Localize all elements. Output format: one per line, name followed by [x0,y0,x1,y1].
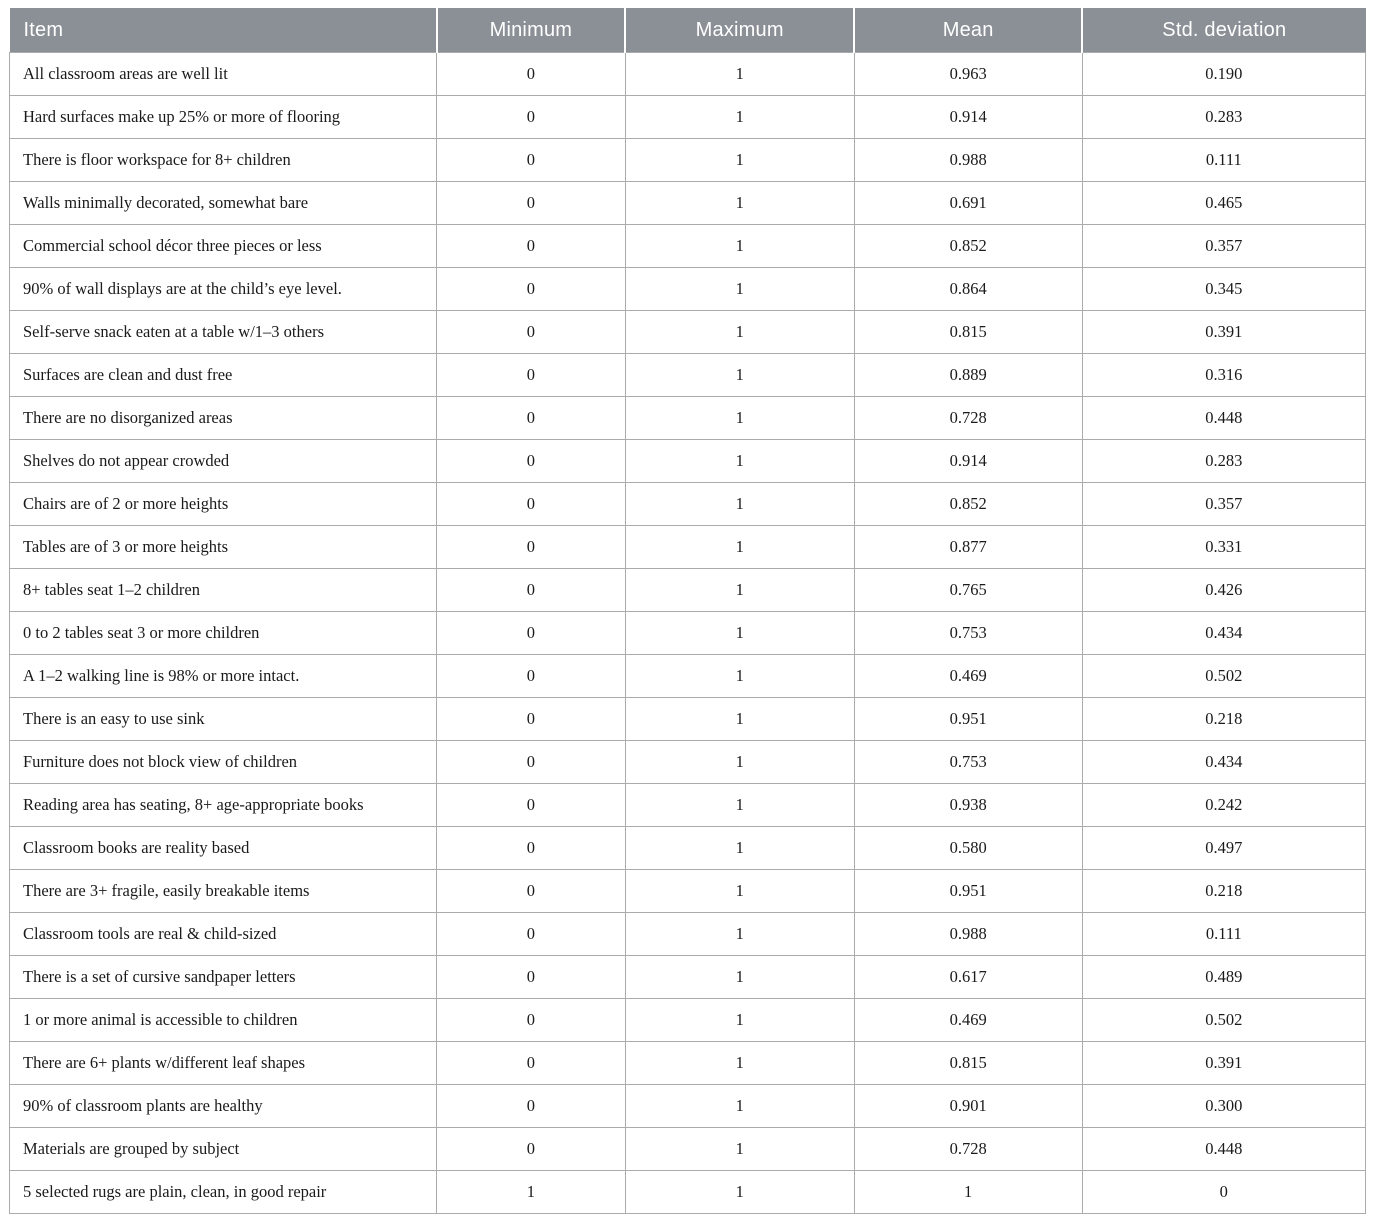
value-cell: 0 [437,268,625,311]
value-cell: 0.815 [854,1042,1082,1085]
value-cell: 0.391 [1082,311,1365,354]
value-cell: 1 [625,1085,854,1128]
table-row [10,913,1366,956]
item-cell: 5 selected rugs are plain, clean, in good repair [10,1171,437,1214]
value-cell: 0.283 [1082,440,1365,483]
value-cell: 0 [437,1128,625,1171]
value-cell: 0.300 [1082,1085,1365,1128]
item-cell: Furniture does not block view of children [10,741,437,784]
value-cell: 0.988 [854,913,1082,956]
value-cell: 0.190 [1082,53,1365,96]
value-cell: 0.465 [1082,182,1365,225]
value-cell: 1 [625,1042,854,1085]
value-cell: 1 [625,612,854,655]
item-cell: Hard surfaces make up 25% or more of flooring [10,96,437,139]
table-row [10,612,1366,655]
value-cell: 0.331 [1082,526,1365,569]
value-cell: 1 [625,956,854,999]
table-row [10,483,1366,526]
value-cell: 0 [437,655,625,698]
value-cell: 0 [437,1085,625,1128]
value-cell: 0.357 [1082,225,1365,268]
value-cell: 0.489 [1082,956,1365,999]
item-cell: There is floor workspace for 8+ children [10,139,437,182]
item-cell: 90% of classroom plants are healthy [10,1085,437,1128]
table-row [10,827,1366,870]
item-cell: 0 to 2 tables seat 3 or more children [10,612,437,655]
value-cell: 0 [437,870,625,913]
value-cell: 1 [625,827,854,870]
item-cell: Classroom tools are real & child-sized [10,913,437,956]
table-row [10,268,1366,311]
value-cell: 0.864 [854,268,1082,311]
item-cell: There are 6+ plants w/different leaf shapes [10,1042,437,1085]
value-cell: 1 [625,741,854,784]
value-cell: 0.728 [854,1128,1082,1171]
table-row [10,440,1366,483]
value-cell: 1 [625,1171,854,1214]
value-cell: 1 [625,397,854,440]
value-cell: 1 [625,311,854,354]
value-cell: 0 [437,913,625,956]
value-cell: 0.988 [854,139,1082,182]
value-cell: 1 [625,225,854,268]
value-cell: 0.914 [854,96,1082,139]
value-cell: 0.391 [1082,1042,1365,1085]
value-cell: 0.448 [1082,397,1365,440]
value-cell: 0.497 [1082,827,1365,870]
table-row [10,53,1366,96]
table-row [10,1171,1366,1214]
value-cell: 0 [437,182,625,225]
value-cell: 0.434 [1082,741,1365,784]
value-cell: 0.283 [1082,96,1365,139]
table-row [10,999,1366,1042]
value-cell: 1 [625,569,854,612]
value-cell: 1 [437,1171,625,1214]
value-cell: 0 [437,53,625,96]
value-cell: 0.469 [854,999,1082,1042]
item-cell: There are 3+ fragile, easily breakable items [10,870,437,913]
column-header-minimum: Minimum [437,8,625,53]
value-cell: 0 [437,698,625,741]
value-cell: 0.434 [1082,612,1365,655]
table-row [10,1128,1366,1171]
value-cell: 1 [625,53,854,96]
column-header-maximum: Maximum [625,8,854,53]
table-row [10,569,1366,612]
item-cell: 1 or more animal is accessible to children [10,999,437,1042]
value-cell: 0.316 [1082,354,1365,397]
column-header-mean: Mean [854,8,1082,53]
table-row [10,784,1366,827]
item-cell: Walls minimally decorated, somewhat bare [10,182,437,225]
item-cell: 90% of wall displays are at the child’s eye level. [10,268,437,311]
item-cell: Commercial school décor three pieces or less [10,225,437,268]
item-cell: There is a set of cursive sandpaper letters [10,956,437,999]
value-cell: 1 [854,1171,1082,1214]
value-cell: 0.426 [1082,569,1365,612]
value-cell: 0.815 [854,311,1082,354]
value-cell: 0 [437,612,625,655]
value-cell: 0 [437,311,625,354]
value-cell: 0 [437,225,625,268]
item-cell: Reading area has seating, 8+ age-appropriate books [10,784,437,827]
value-cell: 0.345 [1082,268,1365,311]
value-cell: 0.753 [854,741,1082,784]
value-cell: 0.753 [854,612,1082,655]
value-cell: 0.852 [854,225,1082,268]
value-cell: 0.852 [854,483,1082,526]
item-cell: Chairs are of 2 or more heights [10,483,437,526]
value-cell: 1 [625,784,854,827]
value-cell: 0.901 [854,1085,1082,1128]
item-cell: Shelves do not appear crowded [10,440,437,483]
value-cell: 1 [625,182,854,225]
value-cell: 1 [625,483,854,526]
value-cell: 0.502 [1082,655,1365,698]
item-cell: A 1–2 walking line is 98% or more intact. [10,655,437,698]
value-cell: 0.580 [854,827,1082,870]
value-cell: 0 [437,354,625,397]
table-row [10,139,1366,182]
item-cell: Self-serve snack eaten at a table w/1–3 others [10,311,437,354]
value-cell: 0.469 [854,655,1082,698]
column-header-item: Item [10,8,437,53]
value-cell: 0.218 [1082,698,1365,741]
value-cell: 1 [625,870,854,913]
value-cell: 1 [625,698,854,741]
value-cell: 0 [437,827,625,870]
value-cell: 0 [437,139,625,182]
item-cell: There is an easy to use sink [10,698,437,741]
value-cell: 1 [625,913,854,956]
item-cell: There are no disorganized areas [10,397,437,440]
table-row [10,225,1366,268]
value-cell: 1 [625,139,854,182]
value-cell: 0 [437,397,625,440]
value-cell: 0.691 [854,182,1082,225]
value-cell: 0 [437,784,625,827]
value-cell: 0 [437,483,625,526]
table-row [10,96,1366,139]
item-cell: Classroom books are reality based [10,827,437,870]
value-cell: 0.357 [1082,483,1365,526]
value-cell: 0.951 [854,698,1082,741]
value-cell: 1 [625,96,854,139]
value-cell: 1 [625,655,854,698]
value-cell: 0 [437,999,625,1042]
value-cell: 0.728 [854,397,1082,440]
value-cell: 1 [625,440,854,483]
stats-table [9,8,1366,1214]
value-cell: 1 [625,1128,854,1171]
item-cell: All classroom areas are well lit [10,53,437,96]
value-cell: 0.938 [854,784,1082,827]
table-row [10,182,1366,225]
value-cell: 0.877 [854,526,1082,569]
table-body [10,53,1366,1214]
table-row [10,397,1366,440]
item-cell: Surfaces are clean and dust free [10,354,437,397]
value-cell: 0.111 [1082,913,1365,956]
value-cell: 0.951 [854,870,1082,913]
table-row [10,1042,1366,1085]
value-cell: 0.502 [1082,999,1365,1042]
table-row [10,1085,1366,1128]
table-row [10,655,1366,698]
table-row [10,870,1366,913]
value-cell: 0.765 [854,569,1082,612]
header-row [10,8,1366,53]
value-cell: 0 [1082,1171,1365,1214]
value-cell: 0 [437,741,625,784]
item-cell: 8+ tables seat 1–2 children [10,569,437,612]
table-row [10,698,1366,741]
value-cell: 1 [625,999,854,1042]
value-cell: 1 [625,268,854,311]
value-cell: 0.242 [1082,784,1365,827]
value-cell: 0.218 [1082,870,1365,913]
value-cell: 1 [625,354,854,397]
item-cell: Tables are of 3 or more heights [10,526,437,569]
item-cell: Materials are grouped by subject [10,1128,437,1171]
value-cell: 0.617 [854,956,1082,999]
table-row [10,741,1366,784]
table-row [10,354,1366,397]
value-cell: 0 [437,956,625,999]
table-row [10,311,1366,354]
value-cell: 0.914 [854,440,1082,483]
value-cell: 0 [437,569,625,612]
value-cell: 1 [625,526,854,569]
value-cell: 0 [437,526,625,569]
value-cell: 0.448 [1082,1128,1365,1171]
value-cell: 0.111 [1082,139,1365,182]
table-row [10,526,1366,569]
value-cell: 0.889 [854,354,1082,397]
value-cell: 0 [437,440,625,483]
table-row [10,956,1366,999]
value-cell: 0 [437,1042,625,1085]
column-header-std-deviation: Std. deviation [1082,8,1365,53]
value-cell: 0 [437,96,625,139]
value-cell: 0.963 [854,53,1082,96]
